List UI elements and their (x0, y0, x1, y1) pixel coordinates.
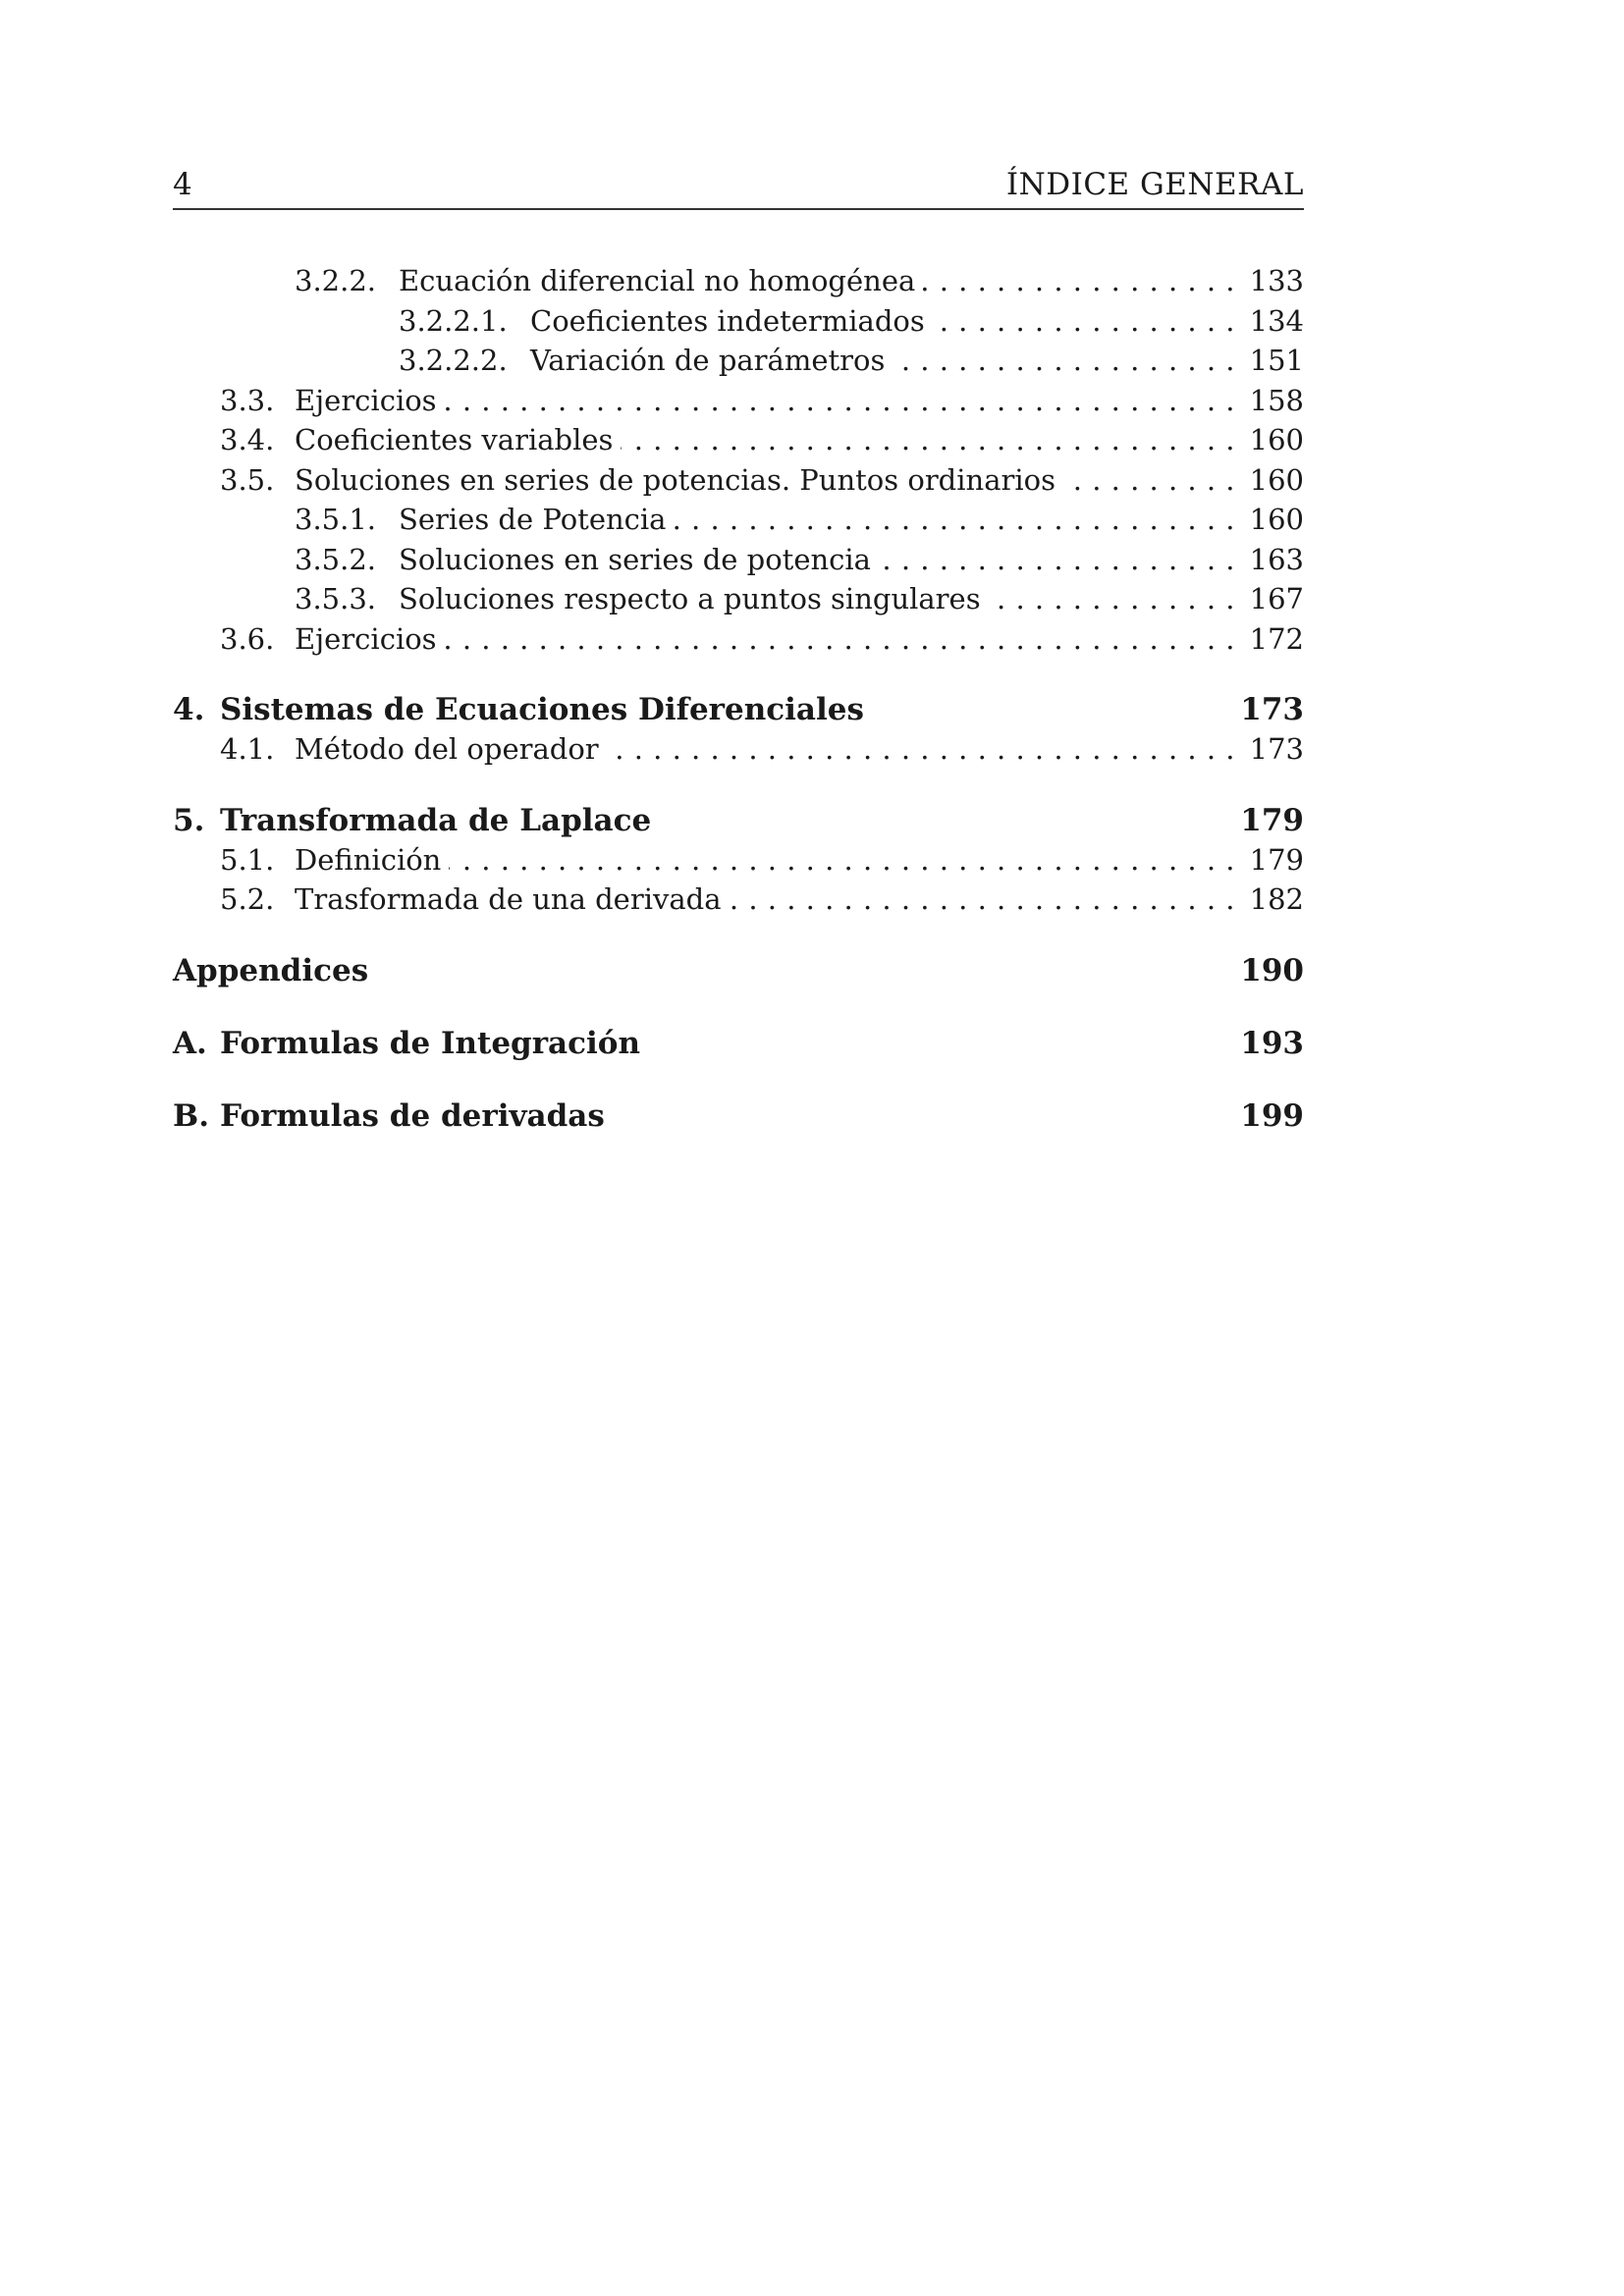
toc-chapter[interactable] (173, 690, 1304, 729)
toc-entry[interactable] (173, 579, 1304, 619)
toc-entry-number: 3.2.2. (295, 264, 377, 297)
toc-entry-page: 173 (1249, 732, 1304, 766)
toc-entry-page: 151 (1249, 344, 1304, 377)
toc-entry[interactable] (173, 420, 1304, 460)
toc-entry-number: 3.3. (220, 383, 275, 417)
toc-entry[interactable] (173, 381, 1304, 421)
toc-entry[interactable] (173, 261, 1304, 301)
toc-chapter-title: Formulas de derivadas (220, 1097, 605, 1134)
toc-entry[interactable] (173, 540, 1304, 580)
toc-entry[interactable] (173, 341, 1304, 381)
toc-chapter-page: 173 (1240, 692, 1304, 727)
toc-entry-title: Ejercicios (295, 619, 445, 659)
toc-entry-title: Soluciones en series de potencias. Puntos ordinarios (295, 460, 1063, 500)
toc-entry-title: Trasformada de una derivada (295, 880, 730, 919)
toc-entry-page: 163 (1249, 542, 1304, 576)
toc-chapter[interactable] (173, 1096, 1304, 1136)
toc-chapter-title: Transformada de Laplace (220, 802, 652, 838)
toc-entry-number: 4.1. (220, 732, 275, 766)
toc-entry-number: 5.2. (220, 882, 275, 916)
dot-leader (923, 261, 1235, 300)
toc-entry[interactable] (173, 619, 1304, 660)
toc-chapter-number: A. (173, 1025, 207, 1061)
toc-chapter-page: 190 (1240, 952, 1304, 988)
running-head: ÍNDICE GENERAL (1005, 167, 1304, 202)
toc-entry-number: 3.5. (220, 462, 275, 497)
dot-leader (607, 729, 1235, 769)
dot-leader (445, 619, 1235, 659)
toc-entry-number: 3.2.2.2. (399, 344, 508, 377)
toc-entry[interactable] (173, 880, 1304, 920)
toc-entry-number: 3.6. (220, 621, 275, 656)
toc-entry-number: 3.2.2.1. (399, 303, 508, 338)
dot-leader (989, 579, 1235, 618)
toc-entry-page: 158 (1249, 383, 1304, 417)
toc-entry-title: Método del operador (295, 729, 607, 769)
toc-entry-page: 172 (1249, 621, 1304, 656)
toc-entry-title: Variación de parámetros (530, 341, 893, 380)
toc-entry-page: 134 (1249, 303, 1304, 338)
toc-entry-title: Soluciones en series de potencia (399, 540, 879, 579)
toc-chapter-number: 5. (173, 802, 205, 838)
toc-chapter-title: Formulas de Integración (220, 1025, 641, 1061)
toc-chapter-page: 179 (1240, 802, 1304, 838)
toc-entry-title: Coeficientes indetermiados (530, 301, 933, 341)
toc-chapter[interactable] (173, 1024, 1304, 1063)
toc-entry-title: Ecuación diferencial no homogénea (399, 261, 923, 300)
toc-entry-number: 3.4. (220, 423, 275, 456)
toc-chapter-page: 193 (1240, 1025, 1304, 1061)
toc-entry[interactable] (173, 460, 1304, 501)
toc-chapter-page: 199 (1240, 1097, 1304, 1134)
toc-chapter-number: B. (173, 1097, 209, 1134)
toc-entry-number: 3.5.1. (295, 503, 377, 536)
toc-entry-title: Ejercicios (295, 381, 445, 420)
toc-chapter-title: Sistemas de Ecuaciones Diferenciales (220, 692, 864, 727)
toc-entry[interactable] (173, 729, 1304, 770)
dot-leader (879, 540, 1235, 579)
toc-entry-number: 5.1. (220, 842, 275, 877)
toc-entry-number: 3.5.3. (295, 582, 377, 615)
toc-entry-page: 160 (1249, 423, 1304, 456)
toc-entry-page: 133 (1249, 264, 1304, 297)
table-of-contents (173, 261, 1304, 1136)
toc-entry[interactable] (173, 301, 1304, 342)
toc-chapter[interactable] (173, 951, 1304, 990)
toc-entry-page: 160 (1249, 462, 1304, 497)
toc-chapter-title: Appendices (173, 952, 369, 988)
toc-entry[interactable] (173, 500, 1304, 540)
dot-leader (893, 341, 1235, 380)
toc-entry-title: Coeficientes variables (295, 420, 621, 459)
toc-entry-title: Soluciones respecto a puntos singulares (399, 579, 989, 618)
toc-entry-number: 3.5.2. (295, 542, 377, 576)
toc-entry-page: 182 (1249, 882, 1304, 916)
dot-leader (730, 880, 1236, 919)
toc-entry-title: Definición (295, 840, 449, 880)
page-header (173, 165, 1304, 210)
toc-entry-page: 160 (1249, 503, 1304, 536)
toc-entry[interactable] (173, 840, 1304, 881)
toc-entry-page: 167 (1249, 582, 1304, 615)
dot-leader (933, 301, 1235, 341)
toc-entry-title: Series de Potencia (399, 500, 674, 539)
page-number: 4 (173, 167, 192, 202)
dot-leader (621, 420, 1235, 459)
dot-leader (449, 840, 1235, 880)
toc-chapter[interactable] (173, 801, 1304, 840)
dot-leader (674, 500, 1235, 539)
dot-leader (1063, 460, 1235, 500)
toc-chapter-number: 4. (173, 692, 205, 727)
toc-entry-page: 179 (1249, 842, 1304, 877)
dot-leader (445, 381, 1235, 420)
